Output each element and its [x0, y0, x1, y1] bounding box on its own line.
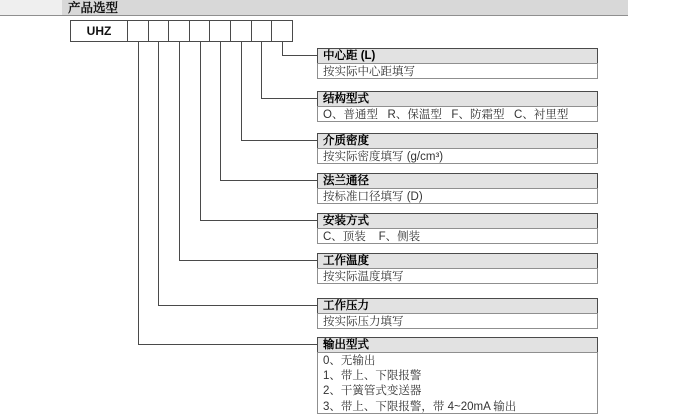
field-block	[317, 48, 598, 79]
field-option-line: C、顶装 F、侧装	[323, 231, 421, 243]
field-option-line: O、普通型 R、保温型 F、防霜型 C、衬里型	[323, 109, 569, 121]
field-options	[317, 268, 598, 284]
field-block	[317, 298, 598, 329]
field-block	[317, 213, 598, 244]
field-title: 工作温度	[317, 253, 598, 269]
field-options	[317, 228, 598, 244]
field-block	[317, 173, 598, 204]
field-option-line: 3、带上、下限报警，带 4~20mA 输出	[323, 400, 517, 413]
field-options	[317, 63, 598, 79]
field-block	[317, 133, 598, 164]
model-code-row	[70, 20, 293, 42]
field-title: 输出型式	[317, 337, 598, 353]
field-option-line: 按实际压力填写	[323, 316, 404, 328]
field-options	[317, 352, 598, 414]
field-title: 工作压力	[317, 298, 598, 314]
model-prefix-box: UHZ	[70, 20, 128, 42]
field-option-line: 按实际中心距填写	[323, 66, 415, 78]
field-block	[317, 253, 598, 284]
field-options	[317, 106, 598, 122]
field-block	[317, 337, 598, 414]
field-option-line: 1、带上、下限报警	[323, 370, 422, 383]
field-options	[317, 148, 598, 164]
model-code-box	[168, 20, 190, 42]
field-option-line: 按实际密度填写 (g/cm³)	[323, 151, 444, 163]
field-title: 中心距 (L)	[317, 48, 598, 64]
field-title: 法兰通径	[317, 173, 598, 189]
model-code-box	[209, 20, 231, 42]
model-code-box	[271, 20, 293, 42]
field-option-line: 0、无输出	[323, 355, 376, 367]
field-option-line: 2、干簧管式变送器	[323, 385, 422, 398]
page-title: 产品选型	[68, 1, 119, 15]
field-option-line: 按实际温度填写	[323, 271, 404, 283]
model-code-box	[251, 20, 273, 42]
field-options	[317, 188, 598, 204]
field-block	[317, 91, 598, 122]
model-code-box	[189, 20, 211, 42]
model-code-box	[230, 20, 252, 42]
connector-line	[138, 42, 317, 345]
model-code-box	[127, 20, 149, 42]
field-option-line: 按标准口径填写 (D)	[323, 191, 423, 203]
header-left-margin	[0, 0, 62, 15]
model-code-box	[148, 20, 170, 42]
field-title: 安装方式	[317, 213, 598, 229]
field-options	[317, 313, 598, 329]
field-title: 结构型式	[317, 91, 598, 107]
field-title: 介质密度	[317, 133, 598, 149]
